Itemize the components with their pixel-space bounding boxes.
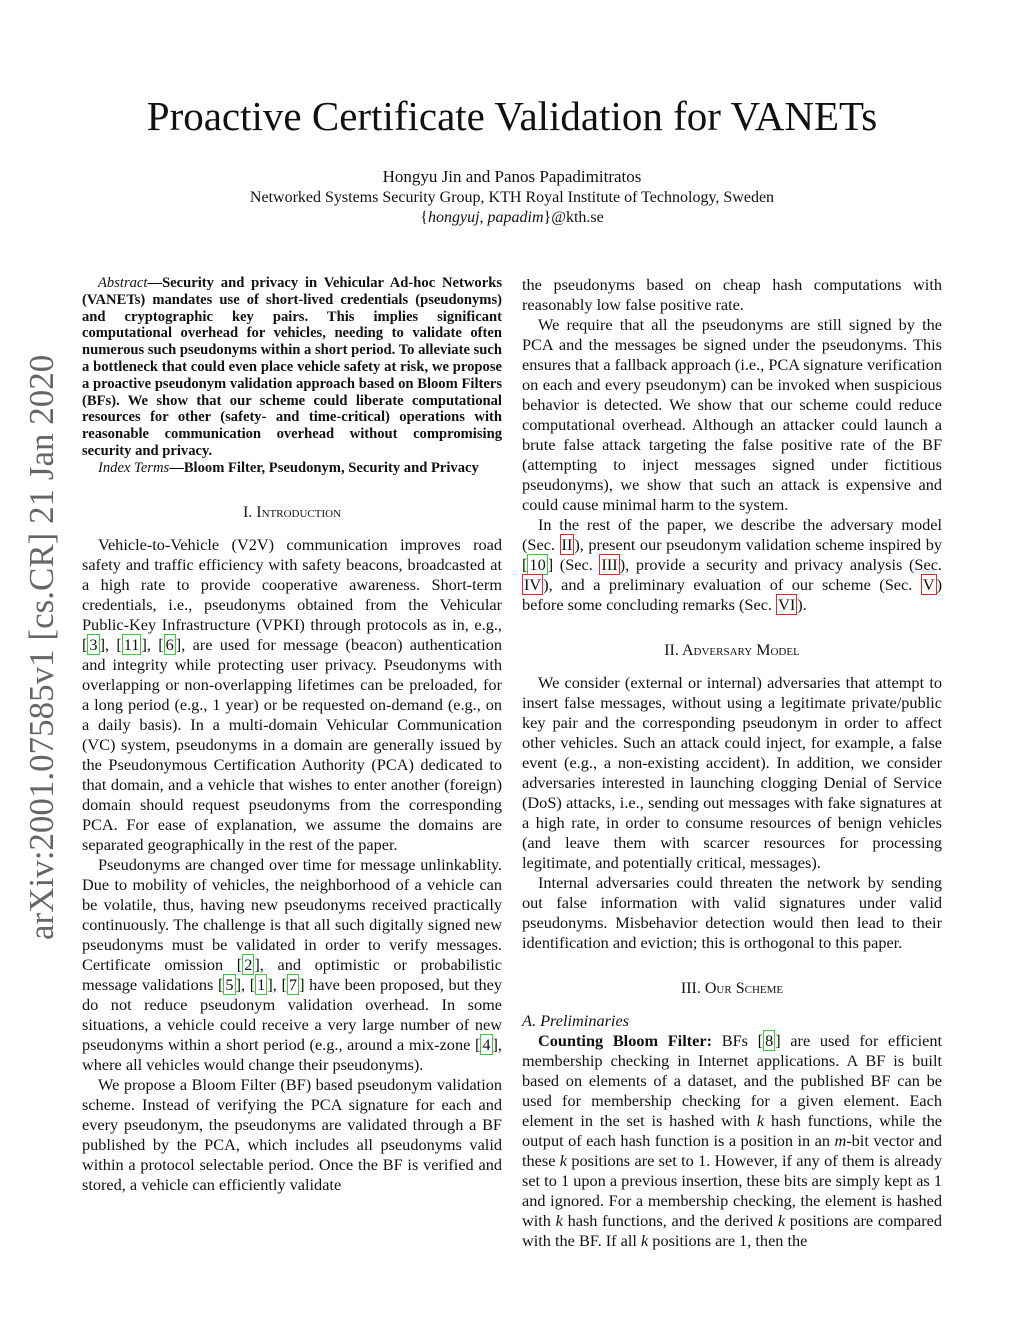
- paragraph: We require that all the pseudonyms are still signed by the PCA and the messages be signed under the pseudonyms. This ensures that a fallback approach (i.e., PCA signature verification on each and every pseudonym) can be invoked when suspicious behavior is detected. We show that our scheme could reduce computational overhead. Although an attacker could launch a brute false attack targeting the false positive rate of the BF (attempting to inject messages signed under fictitious pseudonyms), we show that such an attack is expensive and could cause minimal harm to the system.: [522, 315, 942, 514]
- math-variable: k: [777, 1211, 786, 1230]
- subsection-heading: A. Preliminaries: [522, 1011, 630, 1030]
- section-link[interactable]: V: [922, 575, 935, 594]
- citation-link[interactable]: 4: [482, 1034, 491, 1054]
- section-heading: III. Our Scheme: [680, 980, 784, 997]
- citation-link[interactable]: 11: [123, 634, 140, 654]
- index-terms-label: Index Terms: [98, 459, 170, 476]
- citation-link[interactable]: 8: [765, 1031, 774, 1050]
- paragraph: We propose a Bloom Filter (BF) based pseudonym validation scheme. Instead of verifying the PCA signature for each and every pseudonym, the pseudonyms are validated through a BF published by the PCA, which includes all pseudonyms valid within a protocol selectable period. Once the BF is verified and stored, a vehicle can efficiently validate: [82, 1074, 502, 1194]
- paragraph: Vehicle-to-Vehicle (V2V) communication improves road safety and traffic efficiency with safety beacons, broadcasted at a high rate to provide cooperative awareness. Short-term credentials, i.e., pseudonyms obtained from the Vehicular Public-Key Infrastructure (VPKI) through protocols as in, e.g., [ 3 ], [ 11 ], [ 6 ], are used for message (beacon) authentication and integrity while protecting user privacy. Pseudonyms with overlapping or non-overlapping lifetimes can be preloaded, for a long period (e.g., 1 year) or be requested on-demand (e.g., on a daily basis). In a multi-domain Vehicular Communication (VC) system, pseudonyms in a domain are generally issued by the Pseudonymous Certification Authority (PCA) dedicated to that domain, and a vehicle that wishes to enter another (foreign) domain should request pseudonyms from the corresponding PCA. For ease of explanation, we assume the domains are separated geographically in the rest of the paper.: [82, 534, 503, 854]
- math-variable: k: [555, 1211, 563, 1230]
- paragraph: Counting Bloom Filter: BFs [ 8 ] are used for efficient membership checking in Internet applications. A BF is built based on elements of a dataset, and the published BF can be used for membership checking for a given element. Each element in the set is hashed with k hash functions, while the output of each hash function is a position in an m-bit vector and these k positions are set to 1. However, if any of them is already set to 1 upon a previous insertion, these bits are simply kept as 1 and ignored. For a membership checking, the element is hashed with k hash functions, and the derived k positions are compared with the BF. If all k positions are 1, then the: [522, 1031, 943, 1250]
- math-variable: k: [641, 1231, 649, 1250]
- section-link[interactable]: VI: [778, 595, 796, 614]
- abstract-label: Abstract: [98, 275, 148, 291]
- citation-link[interactable]: 3: [89, 634, 98, 654]
- email: {hongyuj, papadim}@kth.se: [420, 209, 604, 226]
- paragraph: Pseudonyms are changed over time for message unlinkablity. Due to mobility of vehicles, the neighborhood of a vehicle can be volatile, thus, having new pseudonyms received practically continuously. The challenge is that all such digitally signed new pseudonyms must be validated in order to verify messages. Certificate omission [ 2 ], and optimistic or probabilistic message validations [ 5 ], [ 1 ], [ 7 ] have been proposed, but they do not reduce pseudonym validation overhead. In some situations, a vehicle could receive a very large number of new pseudonyms within a short period (e.g., around a mix-zone [ 4 ], where all vehicles would change their pseudonyms).: [82, 854, 503, 1074]
- section-link[interactable]: III: [601, 555, 618, 574]
- right-column: [522, 275, 942, 1251]
- citation-link[interactable]: 10: [529, 555, 546, 574]
- left-column: [82, 275, 502, 1195]
- abstract-text: Security and privacy in Vehicular Ad-hoc Networks (VANETs) mandates use of short-lived credentials (pseudonyms) and cryptographic key pairs. This implies significant computational overhead for vehicles, needing to validate often numerous such pseudonyms within a short period. To alleviate such a bottleneck that could even place vehicle safety at risk, we propose a proactive pseudonym validation approach based on Bloom Filters (BFs). We show that our scheme could liberate computational resources for other (safety- and time-critical) operations with reasonable communication overhead without compromising security and privacy.: [82, 275, 502, 459]
- math-variable: k: [756, 1111, 765, 1130]
- citation-link[interactable]: 6: [165, 634, 174, 654]
- paragraph-lead: Counting Bloom Filter:: [538, 1031, 713, 1050]
- citation-link[interactable]: 7: [288, 974, 298, 994]
- abstract: Abstract—Security and privacy in Vehicular Ad-hoc Networks (VANETs) mandates use of short-lived credentials (pseudonyms) and cryptographic key pairs. This implies significant computational overhead for vehicles, needing to validate often numerous such pseudonyms within a short period. To alleviate such a bottleneck that could even place vehicle safety at risk, we propose a proactive pseudonym validation approach based on Bloom Filters (BFs). We show that our scheme could liberate computational resources for other (safety- and time-critical) operations with reasonable communication overhead without compromising security and privacy. Index Terms—Bloom Filter, Pseudonym, Security and Privacy: [82, 275, 502, 476]
- arxiv-identifier[interactable]: arXiv:2001.07585v1 [cs.CR] 21 Jan 2020: [22, 354, 61, 940]
- authors: Hongyu Jin and Panos Papadimitratos: [382, 167, 642, 186]
- citation-link[interactable]: 2: [244, 954, 253, 974]
- math-variable: k: [559, 1151, 568, 1170]
- index-terms: Bloom Filter, Pseudonym, Security and Privacy: [183, 459, 479, 476]
- email-domain: @kth.se: [551, 209, 604, 226]
- affiliation: Networked Systems Security Group, KTH Royal Institute of Technology, Sweden: [249, 189, 775, 206]
- section-link[interactable]: II: [561, 535, 573, 554]
- citation-link[interactable]: 1: [257, 974, 266, 994]
- paragraph: We consider (external or internal) adversaries that attempt to insert false messages, without using a legitimate private/public key pair and the corresponding pseudonym in order to affect other vehicles. Such an attack could inject, for example, a false event (e.g., a non-existing accident). In addition, we consider adversaries interested in launching clogging Denial of Service (DoS) attacks, i.e., sending out messages with fake signatures at a high rate, in order to consume resources of benign vehicles (and leave them with scarcer resources for processing legitimate, and potentially critical, messages).: [522, 673, 942, 872]
- math-variable: m: [834, 1131, 847, 1150]
- paragraph: Internal adversaries could threaten the network by sending out false information with valid signatures under valid pseudonyms. Misbehavior detection would then lead to their identification and eviction; this is orthogonal to this paper.: [522, 873, 942, 952]
- citation-link[interactable]: 5: [225, 974, 234, 994]
- paragraph: In the rest of the paper, we describe the adversary model (Sec. II ), present our pseudonym validation scheme inspired by [ 10 ] (Sec. III ), provide a security and privacy analysis (Sec. IV ), and a preliminary evaluation of our scheme (Sec. V ) before some concluding remarks (Sec. VI ).: [522, 515, 942, 614]
- section-link[interactable]: IV: [524, 575, 542, 594]
- section-heading: II. Adversary Model: [664, 642, 800, 659]
- paragraph: the pseudonyms based on cheap hash computations with reasonably low false positive rate.: [522, 275, 942, 314]
- section-heading: I. Introduction: [242, 503, 342, 521]
- paper-title: Proactive Certificate Validation for VANETs: [146, 93, 878, 139]
- email-users: hongyuj, papadim: [427, 209, 544, 226]
